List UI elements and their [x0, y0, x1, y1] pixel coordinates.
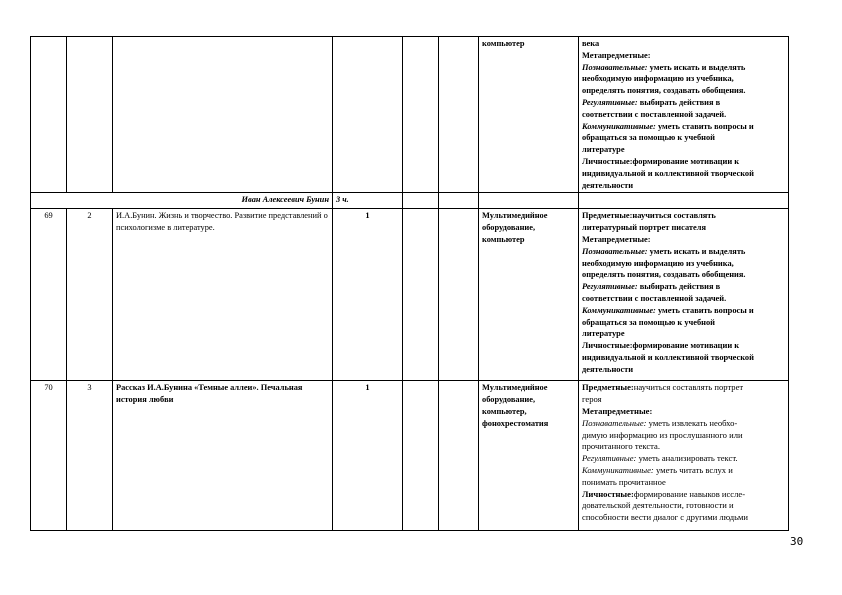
lesson-number-cell: 70	[31, 381, 67, 531]
lesson-number-cell: 69	[31, 209, 67, 381]
equipment-cell: Мультимедийное оборудование, компьютер, фонохрестоматия	[479, 381, 579, 531]
topic-cell: Рассказ И.А.Бунина «Темные аллеи». Печальная история любви	[113, 381, 333, 531]
date-plan-cell	[403, 209, 439, 381]
empty-cell	[479, 193, 579, 209]
lesson-number-cell	[31, 37, 67, 193]
date-fact-cell	[439, 37, 479, 193]
table-row	[31, 381, 789, 531]
empty-cell	[579, 193, 789, 209]
table-row	[31, 209, 789, 381]
hours-cell	[333, 37, 403, 193]
topic-cell	[113, 37, 333, 193]
date-plan-cell	[403, 37, 439, 193]
hours-cell: 1	[333, 381, 403, 531]
equipment-cell: Мультимедийное оборудование, компьютер	[479, 209, 579, 381]
results-cell: века Метапредметные: Познавательные: уметь искать и выделять необходимую информацию из учебника, определять понятия, создавать обобщения. Регулятивные: выбирать действия в соответствии с поставленной задачей. Коммуникативные: уметь ставить вопросы и обращаться за помощью к учебной литературе Личностные:формирование мотивации к индивидуальной и коллективной творческой деятельности	[579, 37, 789, 193]
section-lesson-number-cell	[67, 37, 113, 193]
topic-cell: И.А.Бунин. Жизнь и творчество. Развитие представлений о психологизме в литературе.	[113, 209, 333, 381]
page-number: 30	[790, 535, 804, 548]
section-lesson-number-cell: 2	[67, 209, 113, 381]
section-author: Иван Алексеевич Бунин	[31, 193, 333, 209]
hours-cell: 1	[333, 209, 403, 381]
date-fact-cell	[439, 209, 479, 381]
date-plan-cell	[403, 381, 439, 531]
lesson-plan-table	[30, 36, 789, 531]
results-cell: Предметные:научиться составлять портрет героя Метапредметные: Познавательные: уметь извлекать необхо- димую информацию из прослушанного или прочитанного текста. Регулятивные: уметь анализировать текст. Коммуникативные: уметь читать вслух и понимать прочитанное Личностные:формирование навыков иссле- довательской деятельности, готовности и способности вести диалог с другими людьми	[579, 381, 789, 531]
results-cell: Предметные:научиться составлять литературный портрет писателя Метапредметные: Познавательные: уметь искать и выделять необходимую информацию из учебника, определять понятия, создавать обобщения. Регулятивные: выбирать действия в соответствии с поставленной задачей. Коммуникативные: уметь ставить вопросы и обращаться за помощью к учебной литературе Личностные:формирование мотивации к индивидуальной и коллективной творческой деятельности	[579, 209, 789, 381]
table-row	[31, 37, 789, 193]
empty-cell	[439, 193, 479, 209]
section-heading-row	[31, 193, 789, 209]
section-lesson-number-cell: 3	[67, 381, 113, 531]
section-hours: 3 ч.	[333, 193, 403, 209]
empty-cell	[403, 193, 439, 209]
date-fact-cell	[439, 381, 479, 531]
equipment-cell: компьютер	[479, 37, 579, 193]
